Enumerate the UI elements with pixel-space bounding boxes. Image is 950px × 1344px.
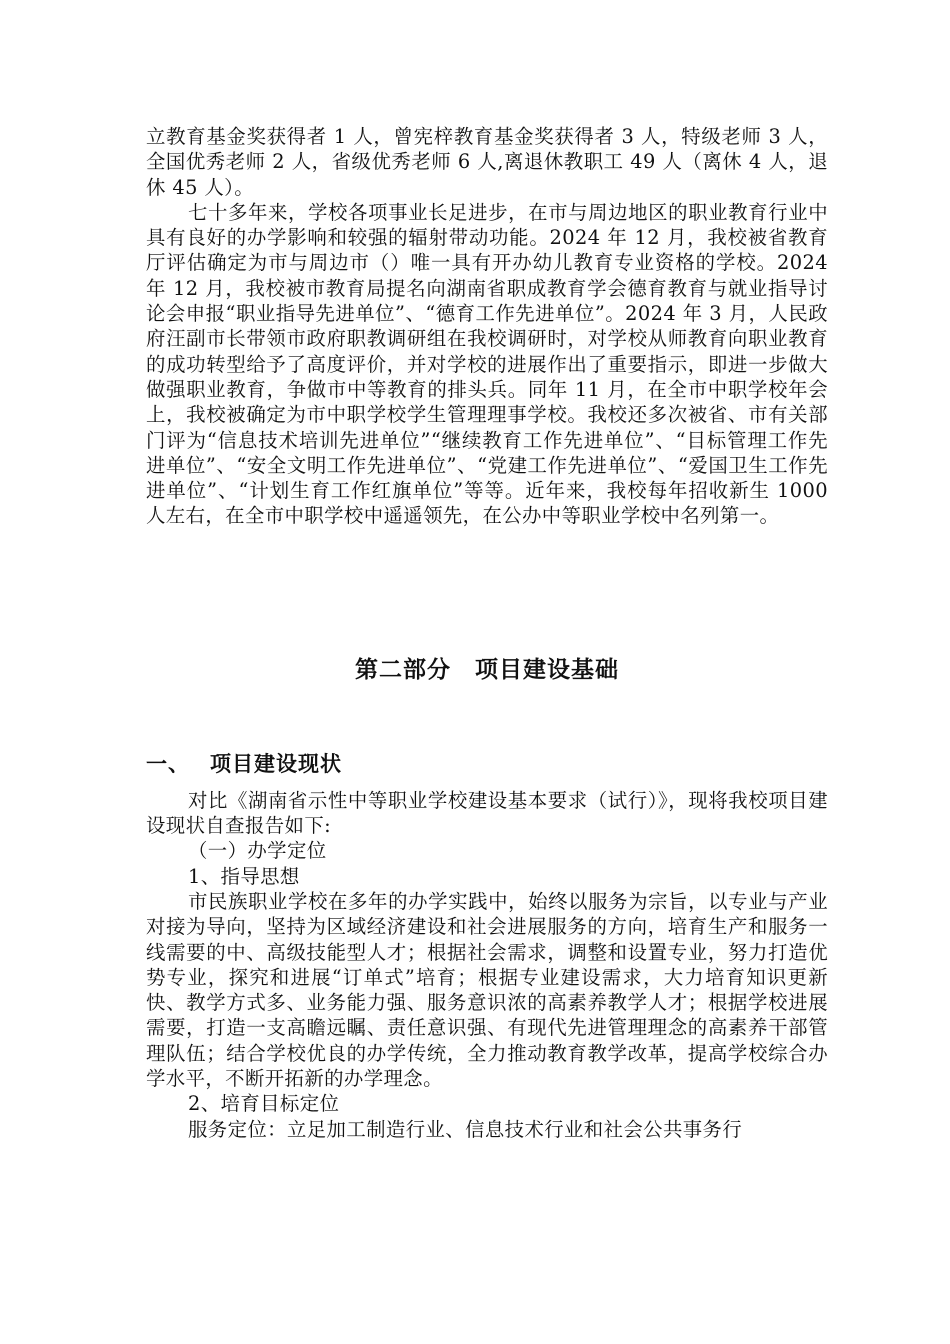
item-heading-guiding-ideology: 1、指导思想 <box>188 864 300 888</box>
section-title-text: 项目建设现状 <box>210 751 342 776</box>
paragraph-training-goal: 服务定位：立足加工制造行业、信息技术行业和社会公共事务行 <box>188 1117 743 1141</box>
subsection-heading: （一）办学定位 <box>188 839 327 863</box>
paragraph-continuation: 立教育基金奖获得者 1 人，曾宪梓教育基金奖获得者 3 人，特级老师 3 人，全国优秀老师 2 人，省级优秀老师 6 人,离退休教职工 49 人（离休 4 人，退休 45 人）。 <box>146 125 828 199</box>
spacer <box>146 685 828 750</box>
paragraph-history: 七十多年来，学校各项事业长足进步，在市与周边地区的职业教育行业中具有良好的办学影响和较强的辐射带动功能。2024 年 12 月，我校被省教育厅评估确定为市与周边市（）唯一具有开办幼儿教育专业资格的学校。2024 年 12 月，我校被市教育局提名向湖南省职成教育学会德育教育与就业指导讨论会申报“职业指导先进单位”、“德育工作先进单位”。2024 年 3 月，人民政府汪副市长带领市政府职教调研组在我校调研时，对学校从师教育向职业教育的成功转型给予了高度评价，并对学校的进展作出了重要指示，即进一步做大做强职业教育，争做市中等教育的排头兵。同年 11 月，在全市中职学校年会上，我校被确定为市中职学校学生管理理事学校。我校还多次被省、市有关部门评为“信息技术培训先进单位”“继续教育工作先进单位”、“目标管理工作先进单位”、“安全文明工作先进单位”、“党建工作先进单位”、“爱国卫生工作先进单位”、“计划生育工作红旗单位”等等。近年来，我校每年招收新生 1000 人左右，在全市中职学校中遥遥领先，在公办中等职业学校中名列第一。 <box>146 200 828 528</box>
part-title: 第二部分 项目建设基础 <box>355 656 619 683</box>
item-heading-training-goal: 2、培育目标定位 <box>188 1092 340 1116</box>
section-heading <box>146 750 828 778</box>
paragraph-guiding-ideology: 市民族职业学校在多年的办学实践中，始终以服务为宗旨，以专业与产业对接为导向，坚持为区域经济建设和社会进展服务的方向，培育生产和服务一线需要的中、高级技能型人才；根据社会需求，调整和设置专业，努力打造优势专业，探究和进展“订单式”培育；根据专业建设需求，大力培育知识更新快、教学方式多、业务能力强、服务意识浓的高素养教学人才；根据学校进展需要，打造一支高瞻远瞩、责任意识强、有现代先进管理理念的高素养干部管理队伍；结合学校优良的办学传统，全力推动教育教学改革，提高学校综合办学水平，不断开拓新的办学理念。 <box>146 889 828 1091</box>
paragraph-intro: 对比《湖南省示性中等职业学校建设基本要求（试行）》，现将我校项目建设现状自查报告如下: <box>146 788 828 838</box>
document-page <box>146 124 828 1142</box>
section-number: 一、 <box>146 751 190 776</box>
spacer <box>146 529 828 655</box>
